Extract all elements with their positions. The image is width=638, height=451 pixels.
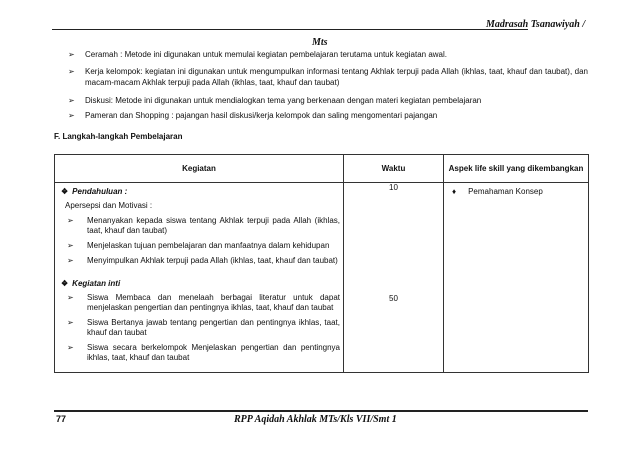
header-rule [52, 29, 528, 30]
phase-title: Pendahuluan : [72, 187, 128, 196]
list-item-text: Siswa Membaca dan menelaah berbagai literatur untuk dapat menjelaskan pengertian dan pentingnya ikhlas, taat, khauf dan taubat [87, 293, 340, 312]
page-number: 77 [56, 414, 67, 424]
list-item-text: Menyimpulkan Akhlak terpuji pada Allah (ikhlas, taat, khauf dan taubat) [87, 256, 338, 265]
learning-steps-table [54, 154, 589, 373]
list-item [61, 318, 340, 338]
activity-cell [55, 183, 344, 373]
list-item [61, 256, 340, 266]
phase-subtitle: Apersepsi dan Motivasi : [65, 201, 153, 210]
arrow-bullet-icon: ➢ [67, 241, 74, 250]
method-text: Diskusi: Metode ini digunakan untuk mendialogkan tema yang berkenaan dengan materi kegiatan pembelajaran [85, 96, 482, 105]
arrow-bullet-icon: ➢ [67, 318, 74, 327]
footer-title: RPP Aqidah Akhlak MTs/Kls VII/Smt 1 [234, 414, 397, 425]
method-text: Ceramah : Metode ini digunakan untuk memulai kegiatan pembelajaran terutama untuk kegiatan awal. [85, 50, 447, 59]
method-item [68, 49, 588, 60]
table-row [55, 183, 589, 373]
phase-title: Kegiatan inti [72, 279, 121, 288]
aspect-text: Pemahaman Konsep [468, 187, 543, 196]
list-item [61, 293, 340, 313]
table-header-row [55, 155, 589, 183]
list-item-text: Siswa secara berkelompok Menjelaskan pengertian dan pentingnya ikhlas, taat, khauf dan taubat [87, 343, 340, 362]
method-item [68, 66, 588, 88]
column-header-aspect: Aspek life skill yang dikembangkan [444, 155, 589, 183]
time-value: 50 [389, 294, 398, 303]
time-cell [344, 183, 444, 373]
arrow-bullet-icon: ➢ [68, 50, 75, 59]
arrow-bullet-icon: ➢ [67, 256, 74, 265]
method-text: Pameran dan Shopping : pajangan hasil diskusi/kerja kelompok dan saling mengomentari pajangan [85, 111, 438, 120]
list-item-text: Menanyakan kepada siswa tentang Akhlak terpuji pada Allah (ikhlas, taat, khauf dan taubat) [87, 216, 340, 235]
arrow-bullet-icon: ➢ [68, 96, 75, 105]
time-value: 10 [389, 183, 398, 192]
phase-heading [61, 187, 340, 197]
header-school: Madrasah Tsanawiyah / [486, 19, 586, 30]
header-school-abbr: Mts [312, 37, 328, 48]
method-item [68, 110, 588, 121]
aspect-cell [444, 183, 589, 373]
list-item-text: Siswa Bertanya jawab tentang pengertian dan pentingnya ikhlas, taat, khauf dan taubat [87, 318, 340, 337]
column-header-time: Waktu [344, 155, 444, 183]
diamond-bullet-icon: ♦ [452, 187, 457, 196]
arrow-bullet-icon: ➢ [67, 216, 74, 225]
arrow-bullet-icon: ➢ [68, 67, 75, 76]
arrow-bullet-icon: ➢ [68, 111, 75, 120]
phase-heading [61, 279, 340, 289]
list-item-text: Menjelaskan tujuan pembelajaran dan manfaatnya dalam kehidupan [87, 241, 330, 250]
column-header-activity: Kegiatan [55, 155, 344, 183]
arrow-bullet-icon: ➢ [67, 293, 74, 302]
method-item [68, 95, 588, 106]
method-text: Kerja kelompok: kegiatan ini digunakan untuk mengumpulkan informasi tentang Akhlak terpuji pada Allah (ikhlas, taat, khauf dan taubat), dan macam-macam Akhlak terpuji pada Allah (ikhlas, taat, khauf dan taubat) [85, 67, 588, 87]
diamond-bullet-icon: ❖ [61, 187, 69, 196]
list-item [61, 241, 340, 251]
list-item [61, 216, 340, 236]
diamond-bullet-icon: ❖ [61, 279, 69, 288]
list-item [61, 343, 340, 363]
section-heading: F. Langkah-langkah Pembelajaran [54, 132, 183, 141]
arrow-bullet-icon: ➢ [67, 343, 74, 352]
footer-rule [54, 410, 588, 412]
